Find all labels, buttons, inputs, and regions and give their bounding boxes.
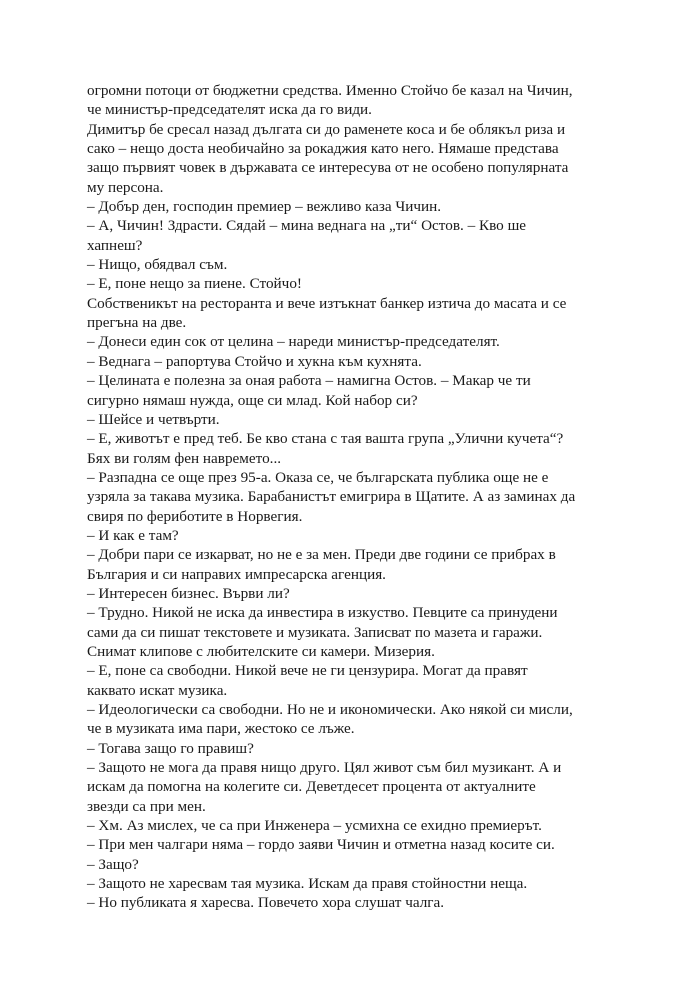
text-line: – При мен чалгари няма – гордо заяви Чичин и отметна назад косите си. — [87, 836, 555, 854]
text-line: – Хм. Аз мислех, че са при Инженера – усмихна се ехидно премиерът. — [87, 817, 542, 835]
text-line: свиря по фериботите в Норвегия. — [87, 507, 303, 525]
text-line: звезди са при мен. — [87, 797, 206, 815]
text-line: Снимат клипове с любителските си камери. Мизерия. — [87, 642, 435, 660]
text-line: – Тогава защо го правиш? — [87, 739, 254, 757]
text-line: Собственикът на ресторанта и вече изтъкнат банкер изтича до масата и се — [87, 294, 567, 312]
text-line: му персона. — [87, 178, 164, 196]
text-line: Димитър бе сресал назад дългата си до раменете коса и бе облякъл риза и — [87, 120, 566, 138]
text-line: България и си направих импресарска агенция. — [87, 565, 386, 583]
text-line: – Разпадна се още през 95-а. Оказа се, че българската публика още не е — [87, 468, 549, 486]
text-line: – Но публиката я харесва. Повечето хора слушат чалга. — [87, 894, 445, 912]
text-line: хапнеш? — [87, 236, 143, 254]
text-line: – Е, поне са свободни. Никой вече не ги цензурира. Могат да правят — [87, 662, 528, 680]
text-line: прегъна на две. — [87, 314, 187, 332]
text-line: – Добри пари се изкарват, но не е за мен. Преди две години се прибрах в — [87, 546, 556, 564]
text-line: – Е, животът е пред теб. Бе кво стана с тая вашта група „Улични кучета“? — [87, 430, 564, 448]
text-line: – Е, поне нещо за пиене. Стойчо! — [87, 275, 302, 293]
body-text — [87, 81, 627, 913]
text-line: – Защо? — [87, 855, 139, 873]
text-line: – Трудно. Никой не иска да инвестира в изкуство. Певците са принудени — [87, 604, 558, 622]
text-line: – Нищо, обядвал съм. — [87, 256, 228, 274]
text-line: Бях ви голям фен навремето... — [87, 449, 282, 467]
text-line: – Донеси един сок от целина – нареди министър-председателят. — [87, 333, 500, 351]
text-line: сами да си пишат текстовете и музиката. Записват по мазета и гаражи. — [87, 623, 543, 641]
text-line: сако – нещо доста необичайно за рокаджия като него. Нямаше представа — [87, 140, 559, 158]
text-line: – Шейсе и четвърти. — [87, 410, 220, 428]
text-line: – Интересен бизнес. Върви ли? — [87, 584, 290, 602]
text-line: искам да помогна на колегите си. Деветдесет процента от актуалните — [87, 778, 536, 796]
text-line: – А, Чичин! Здрасти. Сядай – мина веднага на „ти“ Остов. – Кво ше — [87, 217, 527, 235]
text-line: узряла за такава музика. Барабанистът емигрира в Щатите. А аз заминах да — [87, 488, 576, 506]
text-line: огромни потоци от бюджетни средства. Именно Стойчо бе казал на Чичин, — [87, 82, 573, 99]
text-line: – Добър ден, господин премиер – вежливо каза Чичин. — [87, 198, 442, 216]
text-line: защо първият човек в държавата се интересува от не особено популярната — [87, 159, 569, 177]
text-line: че министър-председателят иска да го види. — [87, 101, 372, 119]
text-line: каквато искат музика. — [87, 681, 228, 699]
text-line: – Веднага – рапортува Стойчо и хукна към кухнята. — [87, 352, 422, 370]
text-line: – И как е там? — [87, 526, 179, 544]
text-line: сигурно нямаш нужда, още си млад. Кой набор си? — [87, 391, 418, 409]
text-line: – Защото не харесвам тая музика. Искам да правя стойностни неща. — [87, 875, 528, 893]
text-line: – Идеологически са свободни. Но не и икономически. Ако някой си мисли, — [87, 701, 573, 718]
text-line: – Защото не мога да правя нищо друго. Цял живот съм бил музикант. А и — [87, 759, 562, 777]
text-line: – Целината е полезна за оная работа – намигна Остов. – Макар че ти — [87, 372, 531, 390]
text-line: че в музиката има пари, жестоко се лъже. — [87, 720, 355, 738]
